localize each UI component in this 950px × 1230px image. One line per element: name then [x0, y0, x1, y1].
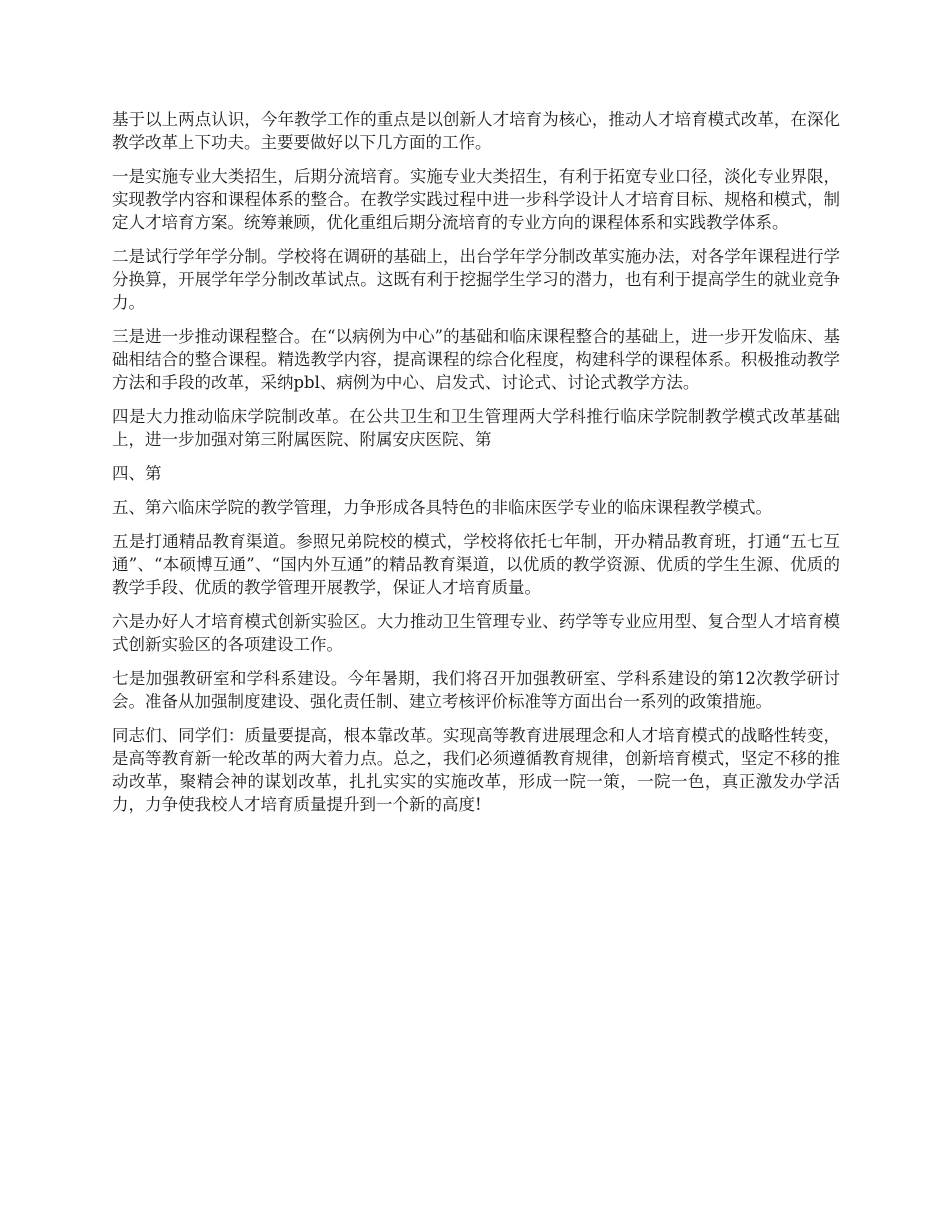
paragraph-item-7: 七是加强教研室和学科系建设。今年暑期，我们将召开加强教研室、学科系建设的第12次教学研讨会。准备从加强制度建设、强化责任制、建立考核评价标准等方面出台一系列的政策措施。: [112, 669, 840, 711]
document-body: [112, 108, 840, 827]
paragraph-item-2: 二是试行学年学分制。学校将在调研的基础上，出台学年学分制改革实施办法，对各学年课程进行学分换算，开展学年学分制改革试点。这既有利于挖掘学生学习的潜力，也有利于提高学生的就业竞争力。: [112, 247, 840, 312]
paragraph-intro: 基于以上两点认识，今年教学工作的重点是以创新人才培育为核心，推动人才培育模式改革，在深化教学改革上下功夫。主要要做好以下几方面的工作。: [112, 110, 840, 152]
paragraph-item-5: 五是打通精品教育渠道。参照兄弟院校的模式，学校将依托七年制，开办精品教育班，打通“五七互通”、“本硕博互通”、“国内外互通”的精品教育渠道，以优质的教学资源、优质的学生生源、优质的教学手段、优质的教学管理开展教学，保证人才培育质量。: [112, 532, 840, 597]
paragraph-conclusion: 同志们、同学们：质量要提高，根本靠改革。实现高等教育进展理念和人才培育模式的战略性转变，是高等教育新一轮改革的两大着力点。总之，我们必须遵循教育规律，创新培育模式，坚定不移的推动改革，聚精会神的谋划改革，扎扎实实的实施改革，形成一院一策，一院一色，真正激发办学活力，力争使我校人才培育质量提升到一个新的高度!: [112, 726, 840, 814]
paragraph-fragment-a: 四、第: [112, 464, 162, 483]
paragraph-item-6: 六是办好人才培育模式创新实验区。大力推动卫生管理专业、药学等专业应用型、复合型人才培育模式创新实验区的各项建设工作。: [112, 612, 840, 654]
paragraph-item-3: 三是进一步推动课程整合。在“以病例为中心”的基础和临床课程整合的基础上，进一步开发临床、基础相结合的整合课程。精选教学内容，提高课程的综合化程度，构建科学的课程体系。积极推动教学方法和手段的改革，采纳pbl、病例为中心、启发式、讨论式、讨论式教学方法。: [112, 327, 840, 392]
paragraph-fragment-b: 五、第六临床学院的教学管理，力争形成各具特色的非临床医学专业的临床课程教学模式。: [112, 498, 772, 517]
paragraph-item-1: 一是实施专业大类招生，后期分流培育。实施专业大类招生，有利于拓宽专业口径，淡化专业界限，实现教学内容和课程体系的整合。在教学实践过程中进一步科学设计人才培育目标、规格和模式，制定人才培育方案。统筹兼顾，优化重组后期分流培育的专业方向的课程体系和实践教学体系。: [112, 167, 840, 232]
paragraph-item-4: 四是大力推动临床学院制改革。在公共卫生和卫生管理两大学科推行临床学院制教学模式改革基础上，进一步加强对第三附属医院、附属安庆医院、第: [112, 407, 840, 449]
